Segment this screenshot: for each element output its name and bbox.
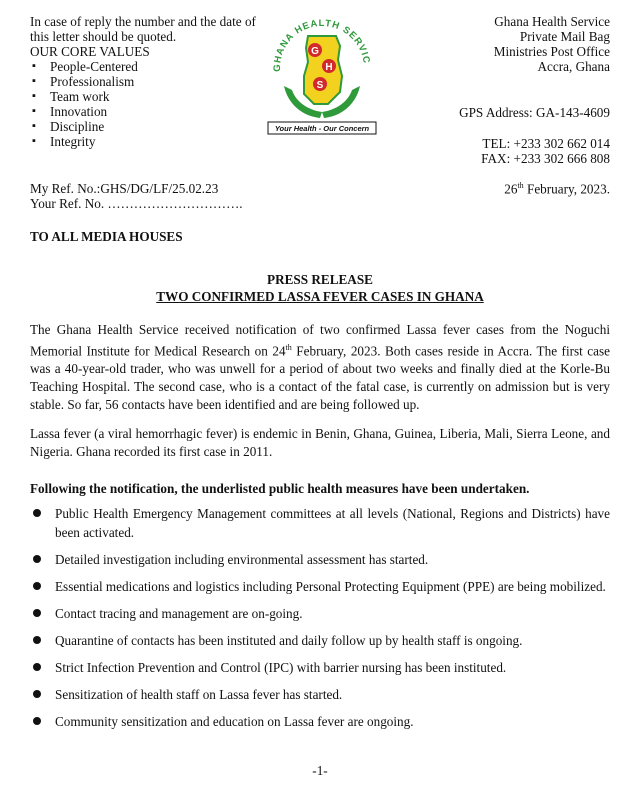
- core-values-list: [30, 59, 270, 149]
- paragraph-text: The Ghana Health Service received notification of two confirmed Lassa fever cases from the Noguchi Memorial Institute for Medical Research on 24: [30, 322, 610, 359]
- press-release-subtitle: TWO CONFIRMED LASSA FEVER CASES IN GHANA: [156, 289, 484, 304]
- logo-tagline: Your Health - Our Concern: [274, 124, 370, 133]
- reply-instructions: [30, 14, 270, 149]
- press-release-title: PRESS RELEASE: [267, 272, 373, 287]
- ghs-logo: [262, 6, 382, 138]
- address-line: Ministries Post Office: [493, 44, 610, 59]
- core-value-item: ▪ Professionalism: [30, 74, 270, 89]
- core-value-item: ▪ Integrity: [30, 134, 270, 149]
- measure-item: Strict Infection Prevention and Control (IPC) with barrier nursing has been instituted.: [30, 658, 610, 677]
- core-value-item: ▪ Innovation: [30, 104, 270, 119]
- reply-line-2: this letter should be quoted.: [30, 29, 177, 44]
- paragraph-text: February, 2023. Both cases reside in Accra. The first case was a 40-year-old trader, who was unwell for a period of about two weeks and finally died at the Korle-Bu Teaching Hospital. The second case, who is a contact of the fatal case, is currently on admission but is very stable. So far, 56 contacts have been identified and are being followed up.: [30, 343, 610, 413]
- service-address: [370, 14, 610, 74]
- date-suffix: th: [285, 343, 292, 352]
- addressee: TO ALL MEDIA HOUSES: [30, 229, 183, 244]
- date-suffix: th: [517, 181, 524, 190]
- measures-lead: Following the notification, the underlisted public health measures have been undertaken.: [30, 481, 530, 496]
- address-line: Accra, Ghana: [537, 59, 610, 74]
- contact-numbers: [481, 136, 610, 166]
- measure-item: Sensitization of health staff on Lassa fever has started.: [30, 685, 610, 704]
- date-day: 26: [504, 181, 518, 197]
- address-line: Private Mail Bag: [519, 29, 610, 44]
- measure-item: Contact tracing and management are on-going.: [30, 604, 610, 623]
- ghs-logo-emblem: [262, 6, 382, 138]
- measure-item: Public Health Emergency Management committees at all levels (National, Regions and Districts) have been activated.: [30, 504, 610, 542]
- logo-arc-text: GHANA HEALTH SERVIC: [271, 17, 372, 72]
- my-ref: My Ref. No.:GHS/DG/LF/25.02.23: [30, 181, 219, 196]
- address-line: Ghana Health Service: [494, 14, 610, 29]
- gps-address: GPS Address: GA-143-4609: [459, 105, 610, 120]
- core-value-item: ▪ Discipline: [30, 119, 270, 134]
- fax-number: FAX: +233 302 666 808: [481, 151, 610, 166]
- logo-letter-s: S: [316, 80, 324, 91]
- measures-list: [30, 504, 610, 739]
- core-value-item: ▪ Team work: [30, 89, 270, 104]
- measure-item: Essential medications and logistics including Personal Protecting Equipment (PPE) are being mobilized.: [30, 577, 610, 596]
- logo-letter-h: H: [325, 62, 333, 73]
- measure-item: Community sensitization and education on Lassa fever are ongoing.: [30, 712, 610, 731]
- paragraph-endemic: Lassa fever (a viral hemorrhagic fever) is endemic in Benin, Ghana, Guinea, Liberia, Mali, Sierra Leone, and Nigeria. Ghana recorded its first case in 2011.: [30, 426, 610, 459]
- reply-line-1: In case of reply the number and the date of: [30, 14, 256, 29]
- your-ref: Your Ref. No. ………………………….: [30, 196, 243, 211]
- reference-numbers: [30, 181, 243, 211]
- core-value-item: ▪ People-Centered: [30, 59, 270, 74]
- core-values-heading: OUR CORE VALUES: [30, 44, 150, 59]
- logo-letter-g: G: [311, 46, 319, 57]
- measure-item: Detailed investigation including environmental assessment has started.: [30, 550, 610, 569]
- letter-date: [504, 181, 610, 197]
- page-number: -1-: [312, 763, 328, 778]
- paragraph-notification: [30, 321, 610, 414]
- date-rest: February, 2023.: [523, 181, 610, 197]
- tel-number: TEL: +233 302 662 014: [482, 136, 610, 151]
- measure-item: Quarantine of contacts has been instituted and daily follow up by health staff is ongoing.: [30, 631, 610, 650]
